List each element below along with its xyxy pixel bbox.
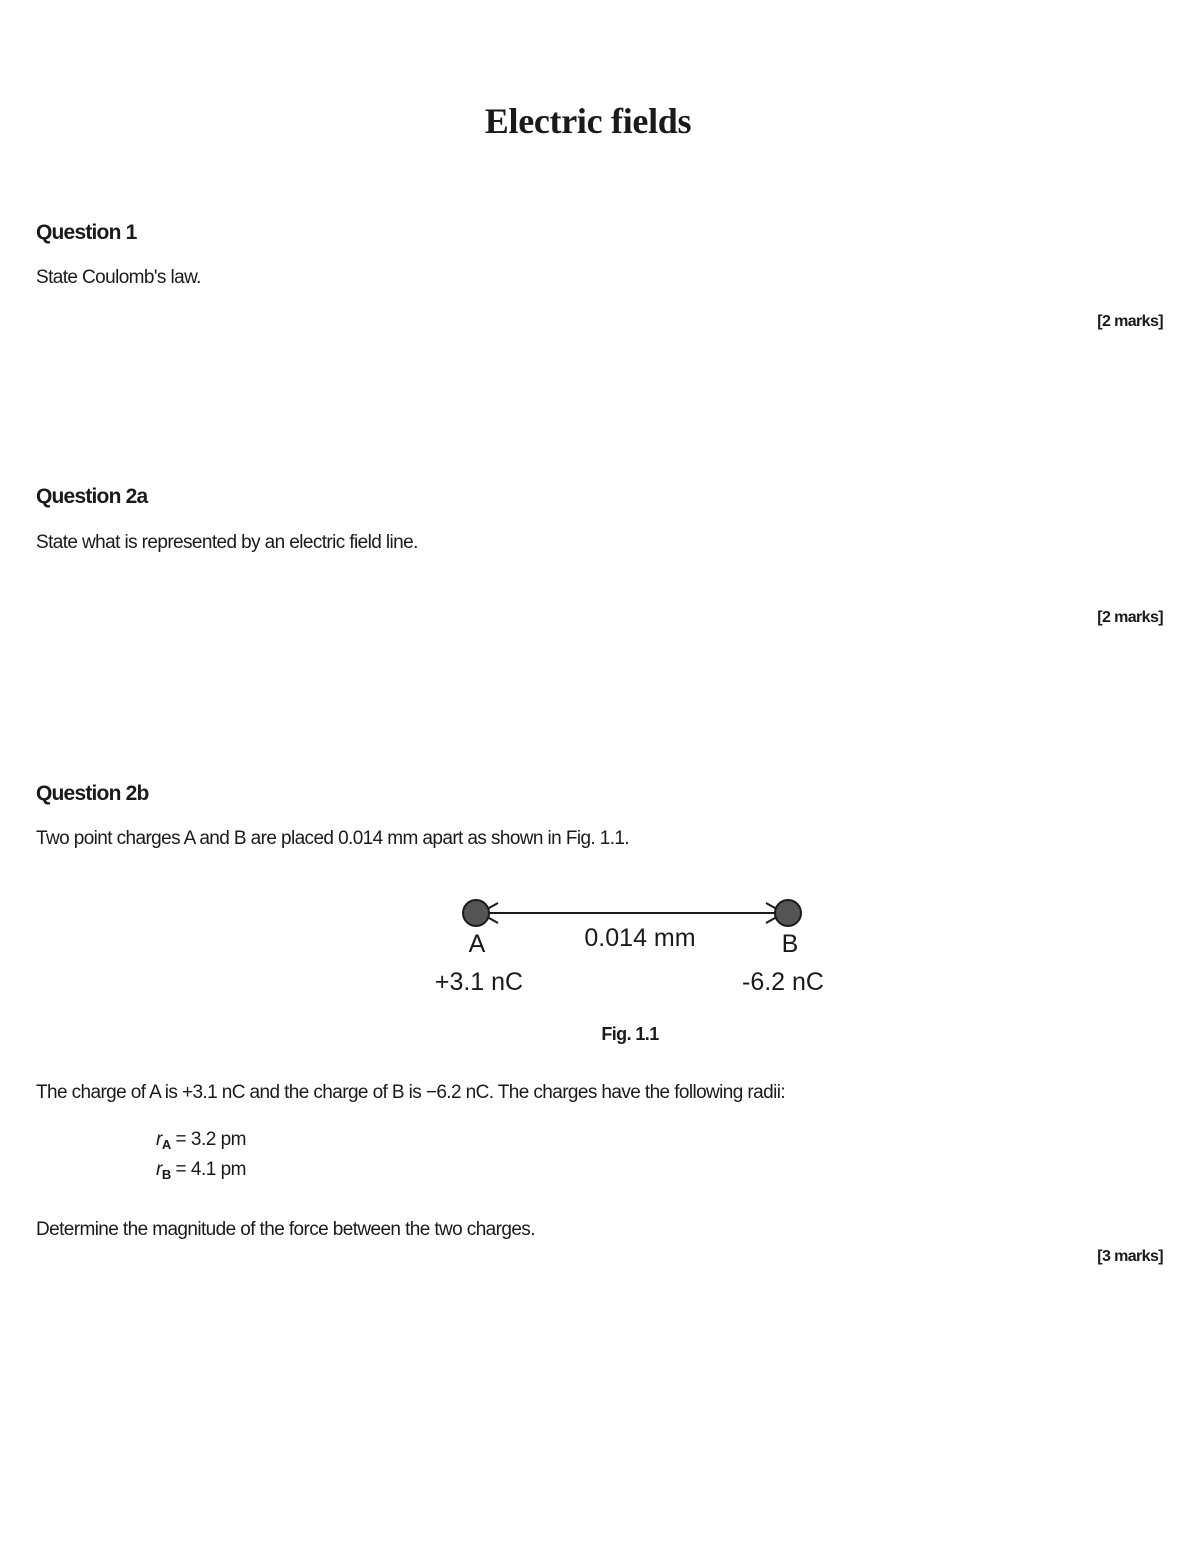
radius-b-value: = 4.1 pm: [175, 1159, 246, 1180]
radius-a-subscript: A: [161, 1137, 171, 1152]
distance-label: 0.014 mm: [584, 924, 696, 952]
radius-a-symbol: r: [156, 1129, 162, 1150]
page-title: Electric fields: [484, 101, 692, 141]
figure-point-charges: [420, 880, 860, 1010]
charge-b-dot: [775, 900, 801, 926]
radius-b: [156, 1159, 246, 1182]
question-2b-text: Two point charges A and B are placed 0.014 mm apart as shown in Fig. 1.1.: [36, 828, 630, 849]
charge-a-label: A: [468, 930, 486, 958]
question-2b-heading: Question 2b: [36, 782, 149, 805]
radius-a-value: = 3.2 pm: [175, 1129, 246, 1150]
question-1-text: State Coulomb's law.: [36, 267, 201, 288]
figure-caption: Fig. 1.1: [601, 1024, 659, 1044]
question-2a-text: State what is represented by an electric field line.: [36, 532, 418, 553]
question-2a-heading: Question 2a: [36, 485, 148, 508]
radius-b-symbol: r: [156, 1159, 162, 1180]
question-2a-marks: [2 marks]: [1097, 609, 1163, 626]
question-2b-radii-intro: The charge of A is +3.1 nC and the charge of B is −6.2 nC. The charges have the following radii:: [36, 1082, 785, 1103]
question-2b-marks: [3 marks]: [1097, 1248, 1163, 1265]
charge-b-label: B: [781, 930, 799, 958]
charge-a-dot: [463, 900, 489, 926]
radius-a: [156, 1129, 246, 1152]
charge-b-value: -6.2 nC: [742, 968, 824, 996]
charge-a-value: +3.1 nC: [434, 968, 524, 996]
question-1-heading: Question 1: [36, 221, 137, 244]
radius-b-subscript: B: [161, 1167, 171, 1182]
question-1-marks: [2 marks]: [1097, 313, 1163, 330]
question-2b-task: Determine the magnitude of the force between the two charges.: [36, 1219, 535, 1240]
